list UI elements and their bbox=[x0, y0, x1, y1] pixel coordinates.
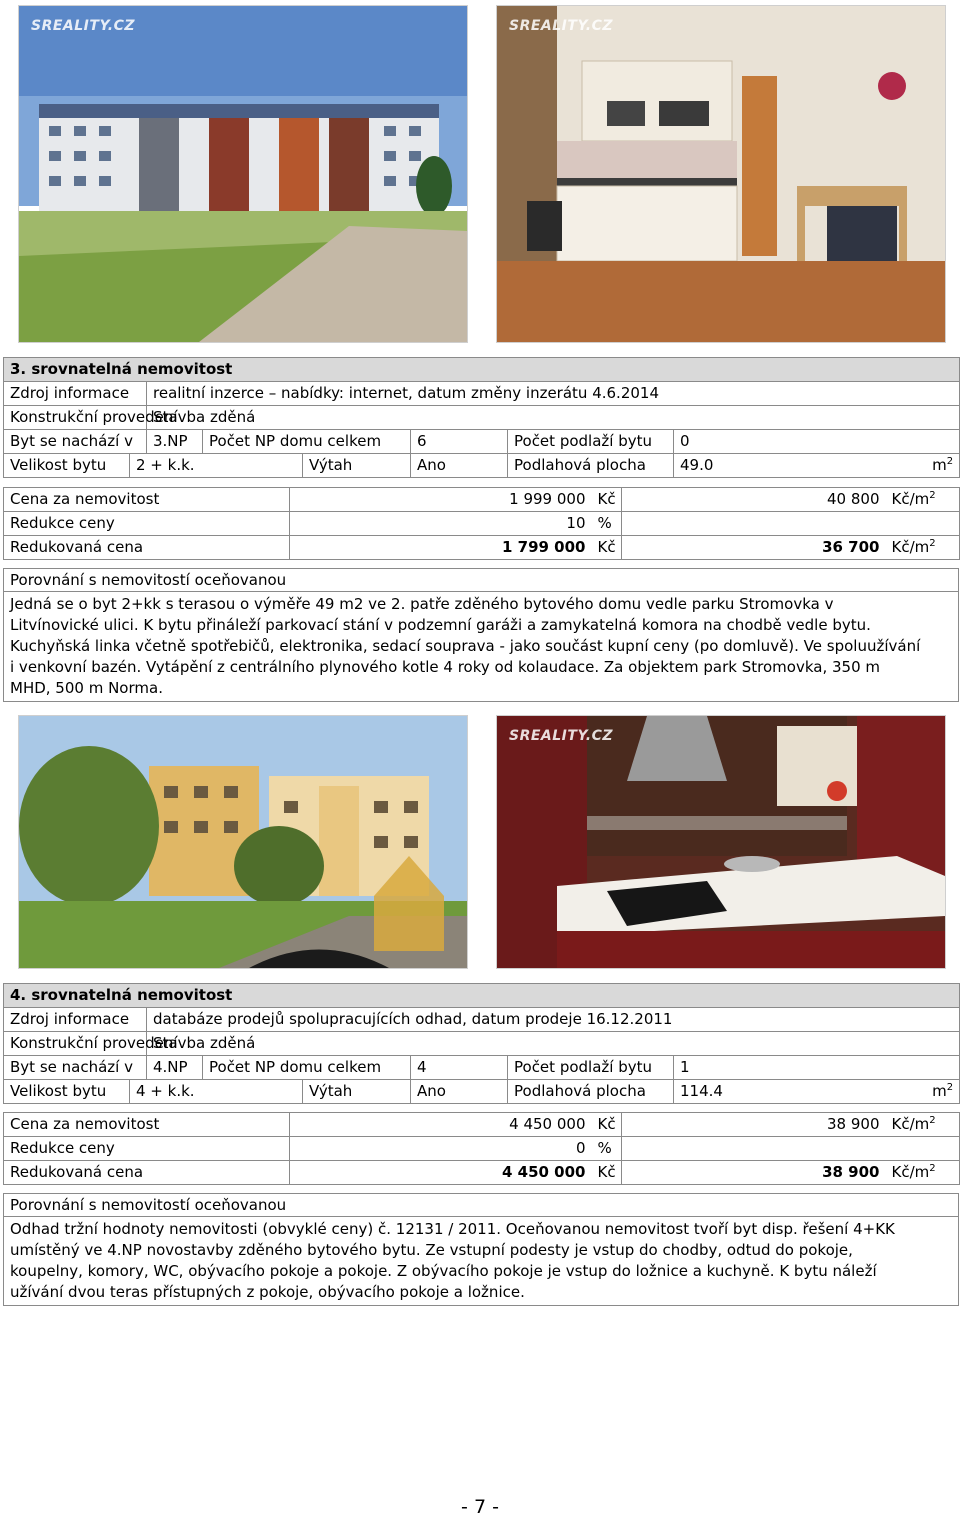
size-value: 2 + k.k. bbox=[130, 454, 303, 478]
reduction-value: 10 bbox=[290, 512, 592, 536]
price-per-m2: 38 900 bbox=[622, 1113, 886, 1137]
comparison-text: Odhad tržní hodnoty nemovitosti (obvyklé ceny) č. 12131 / 2011. Oceňovanou nemovitost tvoří byt disp. řešení 4+KK umístěný ve 4.NP novostavby zděného bytového bytu. Ze vstupní podesty je vstup do chodby, odtud do pokoje, koupelny, komory, WC, obývacího pokoje a pokoje. Z obývacího pokoje je vstup do ložnice a kuchyně. K bytu náleží užívání dvou teras přístupných z pokoje, obývacího pokoje a ložnice. bbox=[3, 1216, 959, 1306]
area-value: 49.0 bbox=[680, 456, 714, 474]
property3-title: 3. srovnatelná nemovitost bbox=[4, 358, 960, 382]
area-value: 114.4 bbox=[680, 1082, 723, 1100]
elevator-label: Výtah bbox=[303, 454, 411, 478]
total-floors-value: 6 bbox=[411, 430, 508, 454]
unit-floors-value: 1 bbox=[674, 1056, 960, 1080]
reduced-value: 1 799 000 bbox=[290, 536, 592, 560]
source-label: Zdroj informace bbox=[4, 1008, 147, 1032]
reduced-currency: Kč bbox=[592, 1161, 622, 1185]
price-label: Cena za nemovitost bbox=[4, 1113, 290, 1137]
unit-floors-value: 0 bbox=[674, 430, 960, 454]
floor-label: Byt se nachází v bbox=[4, 430, 147, 454]
size-label: Velikost bytu bbox=[4, 454, 130, 478]
comparison-label: Porovnání s nemovitostí oceňovanou bbox=[3, 1193, 959, 1217]
reduction-label: Redukce ceny bbox=[4, 1137, 290, 1161]
construction-label: Konstrukční provedení bbox=[4, 1032, 147, 1056]
empty-cell bbox=[622, 512, 960, 536]
property4-table bbox=[3, 983, 960, 1104]
per-m2-unit: $Kč/m^2$ bbox=[886, 536, 960, 560]
photo-watermark: SREALITY.CZ bbox=[509, 728, 614, 744]
property4-price-table bbox=[3, 1112, 960, 1185]
construction-label: Konstrukční provedení bbox=[4, 406, 147, 430]
per-m2-unit: $Kč/m^2$ bbox=[886, 488, 960, 512]
photo-building-exterior-3 bbox=[18, 5, 468, 343]
comparison-text: Jedná se o byt 2+kk s terasou o výměře 49 m2 ve 2. patře zděného bytového domu vedle parku Stromovka v Litvínovické ulici. K bytu přináleží parkovací stání v podzemní garáži a zamykatelná komora na chodbě vedle bytu. Kuchyňská linka včetně spotřebičů, elektronika, sedací souprava - jako součást kupní ceny (po domluvě). Ve spoluužívání i venkovní bazén. Vytápění z centrálního plynového kotle 4 roky od kolaudace. Za objektem park Stromovka, 350 m MHD, 500 m Norma. bbox=[3, 591, 959, 702]
construction-value: Stavba zděná bbox=[147, 1032, 960, 1056]
reduction-percent: % bbox=[592, 512, 622, 536]
source-value: databáze prodejů spolupracujících odhad, datum prodeje 16.12.2011 bbox=[147, 1008, 960, 1032]
area-label: Podlahová plocha bbox=[508, 454, 674, 478]
size-value: 4 + k.k. bbox=[130, 1080, 303, 1104]
elevator-value: Ano bbox=[411, 454, 508, 478]
area-cell bbox=[674, 1080, 960, 1104]
price-currency: Kč bbox=[592, 488, 622, 512]
photo-kitchen-3 bbox=[496, 5, 946, 343]
photo-watermark: SREALITY.CZ bbox=[509, 18, 614, 34]
area-unit: $m^2$ bbox=[932, 1082, 954, 1100]
area-unit: $m^2$ bbox=[932, 456, 954, 474]
reduction-label: Redukce ceny bbox=[4, 512, 290, 536]
price-per-m2: 40 800 bbox=[622, 488, 886, 512]
per-m2-unit: $Kč/m^2$ bbox=[886, 1161, 960, 1185]
comparison-label: Porovnání s nemovitostí oceňovanou bbox=[3, 568, 959, 592]
floor-value: 3.NP bbox=[147, 430, 203, 454]
size-label: Velikost bytu bbox=[4, 1080, 130, 1104]
price-value: 1 999 000 bbox=[290, 488, 592, 512]
elevator-value: Ano bbox=[411, 1080, 508, 1104]
photo-kitchen-4 bbox=[496, 715, 946, 969]
price-label: Cena za nemovitost bbox=[4, 488, 290, 512]
per-m2-unit: $Kč/m^2$ bbox=[886, 1113, 960, 1137]
empty-cell bbox=[622, 1137, 960, 1161]
property3-table bbox=[3, 357, 960, 478]
page-number: - 7 - bbox=[461, 1496, 499, 1518]
reduced-label: Redukovaná cena bbox=[4, 1161, 290, 1185]
total-floors-label: Počet NP domu celkem bbox=[203, 430, 411, 454]
construction-value: Stavba zděná bbox=[147, 406, 960, 430]
reduced-label: Redukovaná cena bbox=[4, 536, 290, 560]
price-value: 4 450 000 bbox=[290, 1113, 592, 1137]
reduction-value: 0 bbox=[290, 1137, 592, 1161]
source-label: Zdroj informace bbox=[4, 382, 147, 406]
reduced-currency: Kč bbox=[592, 536, 622, 560]
reduced-per-m2: 36 700 bbox=[622, 536, 886, 560]
property4-title: 4. srovnatelná nemovitost bbox=[4, 984, 960, 1008]
total-floors-label: Počet NP domu celkem bbox=[203, 1056, 411, 1080]
photo-watermark: SREALITY.CZ bbox=[31, 18, 136, 34]
property3-price-table bbox=[3, 487, 960, 560]
floor-label: Byt se nachází v bbox=[4, 1056, 147, 1080]
reduced-value: 4 450 000 bbox=[290, 1161, 592, 1185]
elevator-label: Výtah bbox=[303, 1080, 411, 1104]
unit-floors-label: Počet podlaží bytu bbox=[508, 1056, 674, 1080]
source-value: realitní inzerce – nabídky: internet, datum změny inzerátu 4.6.2014 bbox=[147, 382, 960, 406]
photo-building-exterior-4 bbox=[18, 715, 468, 969]
total-floors-value: 4 bbox=[411, 1056, 508, 1080]
reduced-per-m2: 38 900 bbox=[622, 1161, 886, 1185]
area-cell bbox=[674, 454, 960, 478]
floor-value: 4.NP bbox=[147, 1056, 203, 1080]
unit-floors-label: Počet podlaží bytu bbox=[508, 430, 674, 454]
area-label: Podlahová plocha bbox=[508, 1080, 674, 1104]
price-currency: Kč bbox=[592, 1113, 622, 1137]
reduction-percent: % bbox=[592, 1137, 622, 1161]
